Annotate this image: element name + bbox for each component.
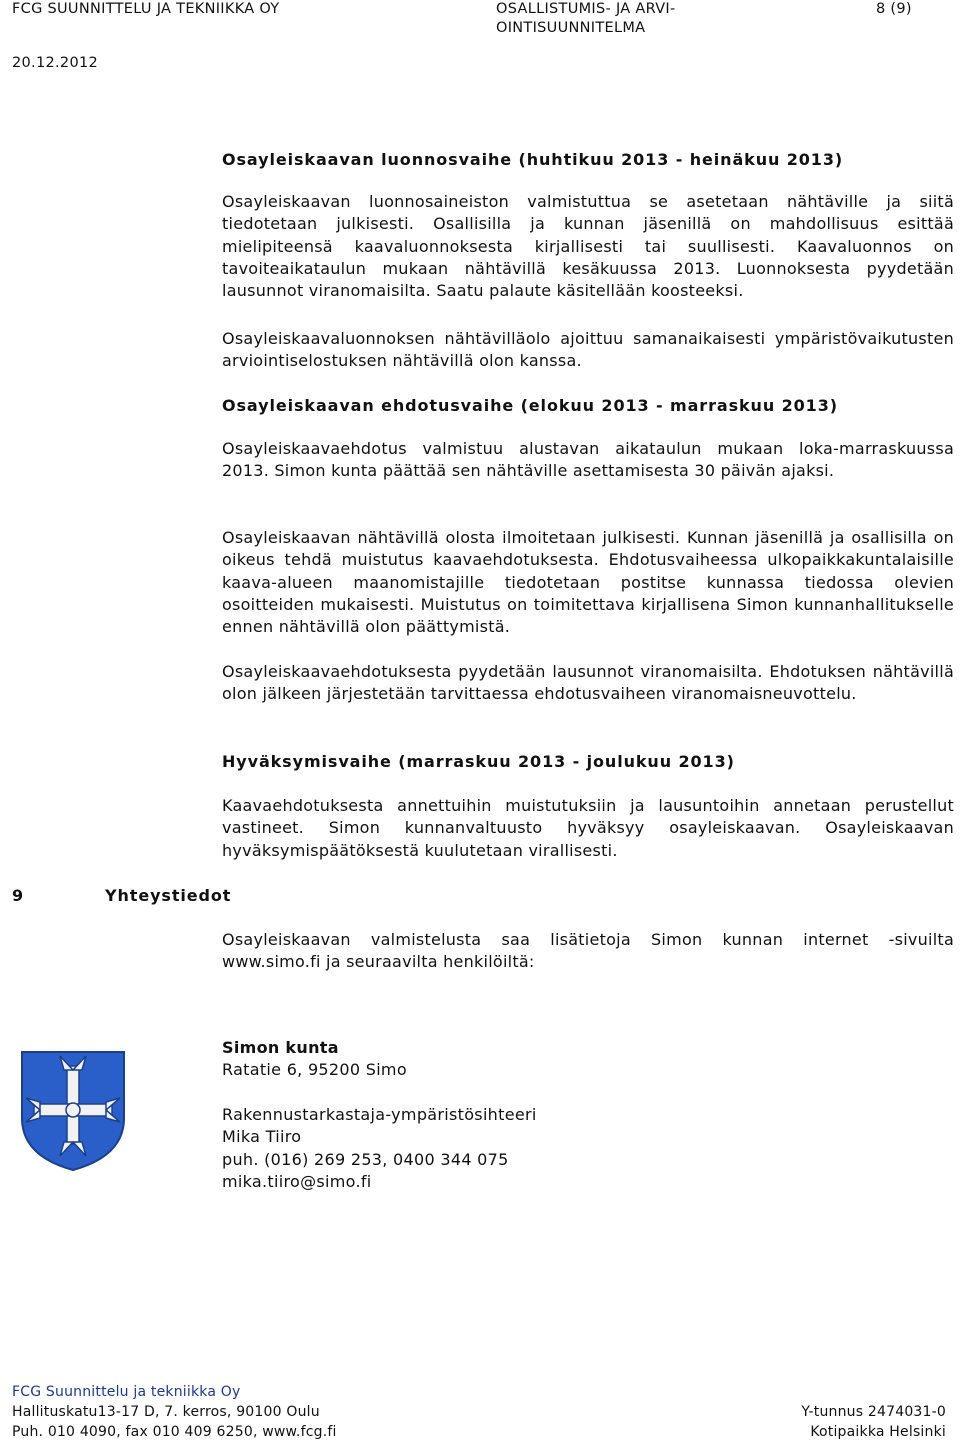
footer-domicile: Kotipaikka Helsinki bbox=[810, 1424, 946, 1440]
paragraph-luonnos-2: Osayleiskaavaluonnoksen nähtävilläolo ajoittuu samanaikaisesti ympäristövaikutusten arviointiselostuksen nähtävillä olon kanssa. bbox=[222, 329, 954, 371]
paragraph-luonnos-1: Osayleiskaavan luonnosaineiston valmistuttua se asetetaan nähtäville ja siitä tiedotetaan julkisesti. Osallisilla ja kunnan jäsenillä on mahdollisuus esittää mielipiteensä kaavaluonnoksesta kirjallisesti tai suullisesti. Kaavaluonnos on tavoiteaikataulun mukaan nähtävillä kesäkuussa 2013. Luonnoksesta pyydetään lausunnot viranomaisilta. Saatu palaute käsitellään koosteeksi. bbox=[222, 192, 954, 301]
contact-role: Rakennustarkastaja-ympäristösihteeri bbox=[222, 1105, 537, 1124]
contact-org: Simon kunta bbox=[222, 1038, 339, 1057]
simo-coat-of-arms-icon bbox=[18, 1048, 128, 1172]
footer-right bbox=[801, 1402, 946, 1442]
contact-name: Mika Tiiro bbox=[222, 1127, 302, 1146]
footer-address: Hallituskatu13-17 D, 7. kerros, 90100 Oulu bbox=[12, 1404, 320, 1420]
section-heading-luonnos: Osayleiskaavan luonnosvaihe (huhtikuu 2013 - heinäkuu 2013) bbox=[222, 150, 844, 169]
header-page-number: 8 (9) bbox=[876, 1, 912, 17]
paragraph-hyvaksymis-1: Kaavaehdotuksesta annettuihin muistutuksiin ja lausuntoihin annetaan perustellut vastineet. Simon kunnanvaltuusto hyväksyy osayleiskaavan. Osayleiskaavan hyväksymispäätöksestä kuulutetaan virallisesti. bbox=[222, 796, 954, 860]
paragraph-ehdotus-1: Osayleiskaavaehdotus valmistuu alustavan aikataulun mukaan loka-marraskuussa 2013. Simon kunta päättää sen nähtäville asettamisesta 30 päivän ajaksi. bbox=[222, 439, 954, 481]
footer-company: FCG Suunnittelu ja tekniikka Oy bbox=[12, 1384, 241, 1400]
contact-email[interactable]: mika.tiiro@simo.fi bbox=[222, 1172, 372, 1191]
section-heading-yhteystiedot: Yhteystiedot bbox=[105, 886, 232, 905]
paragraph-ehdotus-2: Osayleiskaavan nähtävillä olosta ilmoitetaan julkisesti. Kunnan jäsenillä ja osallisilla on oikeus tehdä muistutus kaavaehdotuksesta. Ehdotusvaiheessa ulkopaikkakuntalaisille kaava-alueen maanomistajille tiedotetaan postitse kunnassa tiedossa olevien osoitteiden mukaisesti. Muistutus on toimitettava kirjallisena Simon kunnanhallitukselle ennen nähtävillä olon päättymistä. bbox=[222, 528, 954, 637]
paragraph-ehdotus-3: Osayleiskaavaehdotuksesta pyydetään lausunnot viranomaisilta. Ehdotuksen nähtävillä olon jälkeen järjestetään tarvittaessa ehdotusvaiheen viranomaisneuvottelu. bbox=[222, 662, 954, 704]
footer-phone[interactable]: Puh. 010 4090, fax 010 409 6250, www.fcg.fi bbox=[12, 1424, 337, 1440]
header-doc-title: OSALLISTUMIS- JA ARVI-OINTISUUNNITELMA bbox=[496, 1, 676, 36]
section-heading-ehdotus: Osayleiskaavan ehdotusvaihe (elokuu 2013 - marraskuu 2013) bbox=[222, 396, 838, 415]
section-heading-hyvaksymis: Hyväksymisvaihe (marraskuu 2013 - joulukuu 2013) bbox=[222, 752, 735, 771]
header-date: 20.12.2012 bbox=[12, 55, 99, 71]
section-number-9: 9 bbox=[12, 886, 24, 905]
footer-business-id: Y-tunnus 2474031-0 bbox=[801, 1404, 946, 1420]
header-company: FCG SUUNNITTELU JA TEKNIIKKA OY bbox=[12, 1, 280, 17]
contact-phone: puh. (016) 269 253, 0400 344 075 bbox=[222, 1150, 509, 1169]
footer-left bbox=[12, 1382, 337, 1442]
paragraph-yhteystiedot-intro: Osayleiskaavan valmistelusta saa lisätietoja Simon kunnan internet -sivuilta www.simo.fi ja seuraavilta henkilöiltä: bbox=[222, 930, 954, 972]
contact-address: Ratatie 6, 95200 Simo bbox=[222, 1060, 407, 1079]
